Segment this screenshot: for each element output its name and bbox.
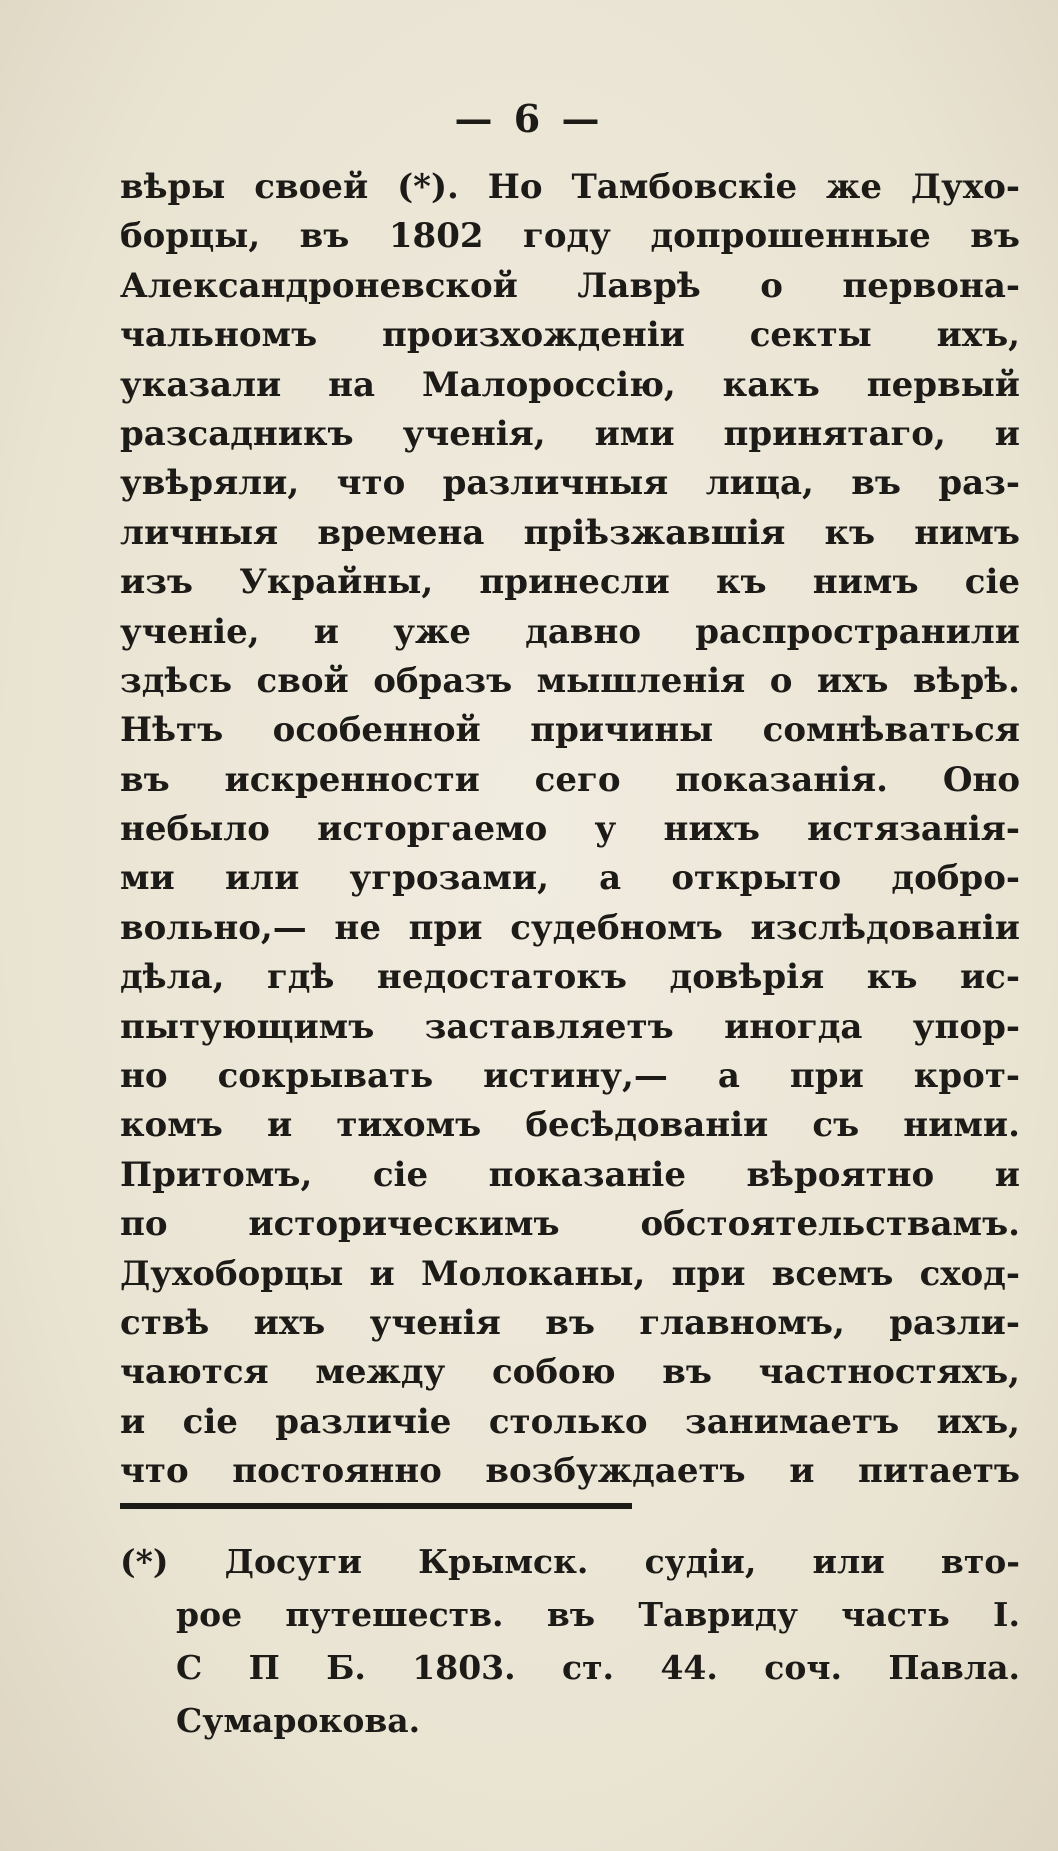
page-number: — 6 — [454, 96, 604, 141]
text-line: и сіе различіе столько занимаетъ ихъ, [120, 1401, 1020, 1442]
text-line: вольно,— не при судебномъ изслѣдованіи [120, 907, 1020, 948]
footnote-divider [120, 1503, 632, 1509]
text-line: пытующимъ заставляетъ иногда упор- [120, 1006, 1020, 1047]
text-line: изъ Украйны, принесли къ нимъ сіе [120, 562, 1020, 603]
text-line: вѣры своей (*). Но Тамбовскіе же Духо- [120, 167, 1020, 207]
text-line: борцы, въ 1802 году допрошенные въ [120, 216, 1020, 257]
text-line: Притомъ, сіе показаніе вѣроятно и [120, 1154, 1020, 1195]
text-line: Духоборцы и Молоканы, при всемъ сход- [120, 1253, 1020, 1294]
footnote-line: С П Б. 1803. ст. 44. соч. Павла. [176, 1648, 1020, 1687]
text-line: по историческимъ обстоятельствамъ. [120, 1204, 1020, 1245]
text-line: здѣсь свой образъ мышленія о ихъ вѣрѣ. [120, 660, 1020, 701]
text-line: разсадникъ ученія, ими принятаго, и [120, 413, 1020, 454]
text-line: чаются между собою въ частностяхъ, [120, 1352, 1020, 1393]
text-line: увѣряли, что различныя лица, въ раз- [120, 463, 1020, 504]
text-line: дѣла, гдѣ недостатокъ довѣрія къ ис- [120, 957, 1020, 998]
text-line: личныя времена пріѣзжавшія къ нимъ [120, 512, 1020, 553]
text-line: чальномъ произхожденіи секты ихъ, [120, 315, 1020, 356]
text-line: что постоянно возбуждаетъ и питаетъ [120, 1451, 1020, 1492]
text-line: ми или угрозами, а открыто добро- [120, 858, 1020, 899]
text-line: небыло исторгаемо у нихъ истязанія- [120, 809, 1020, 850]
footnote [120, 1535, 1020, 1747]
text-line: указали на Малороссію, какъ первый [120, 364, 1020, 405]
text-line: ствѣ ихъ ученія въ главномъ, разли- [120, 1302, 1020, 1343]
footnote-line: рое путешеств. въ Тавриду часть I. [176, 1595, 1020, 1634]
main-text [120, 163, 1020, 1497]
text-line: въ искренности сего показанія. Оно [120, 759, 1020, 800]
text-line: Александроневской Лаврѣ о первона- [120, 265, 1020, 306]
text-line: но сокрывать истину,— а при крот- [120, 1056, 1020, 1097]
footnote-line: Сумарокова. [176, 1701, 421, 1740]
footnote-line: (*) Досуги Крымск. судіи, или вто- [120, 1542, 1020, 1581]
text-line: Нѣтъ особенной причины сомнѣваться [120, 710, 1020, 751]
text-line: ученіе, и уже давно распространили [120, 611, 1020, 652]
text-line: комъ и тихомъ бесѣдованіи съ ними. [120, 1105, 1020, 1146]
